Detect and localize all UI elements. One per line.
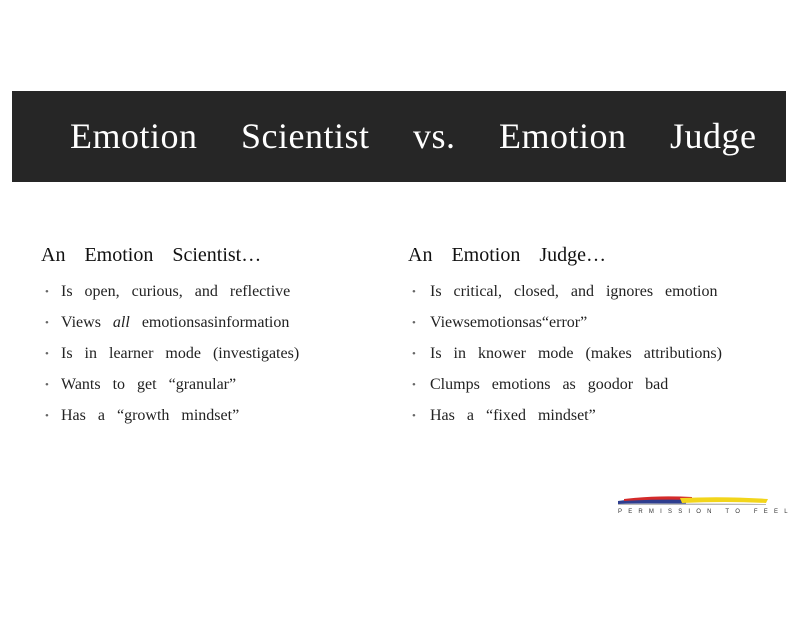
emotion-scientist-heading: An Emotion Scientist… <box>41 244 262 266</box>
list-item: • Is in learner mode (investigates) <box>41 343 299 374</box>
bullet-icon: • <box>412 348 416 360</box>
emotion-judge-list <box>408 281 722 436</box>
bullet-icon: • <box>45 379 49 391</box>
list-item: • Views all emotionsasinformation <box>41 312 299 343</box>
logo-yellow-stroke <box>680 497 768 503</box>
list-item: • Wants to get “granular” <box>41 374 299 405</box>
list-item: • Is open, curious, and reflective <box>41 281 299 312</box>
slide-title: Emotion Scientist vs. Emotion Judge <box>70 116 757 156</box>
list-item: • Has a “growth mindset” <box>41 405 299 436</box>
bullet-icon: • <box>412 286 416 298</box>
bullet-icon: • <box>45 410 49 422</box>
bullet-icon: • <box>45 286 49 298</box>
list-item: • Is critical, closed, and ignores emotion <box>408 281 722 312</box>
logo-gray-stroke <box>618 504 766 506</box>
list-item: • Clumps emotions as goodor bad <box>408 374 722 405</box>
title-bar <box>12 91 786 182</box>
emphasis-all: all <box>112 314 130 331</box>
list-item: • Viewsemotionsas“error” <box>408 312 722 343</box>
emotion-scientist-column <box>41 244 299 436</box>
emotion-judge-heading: An Emotion Judge… <box>408 244 606 266</box>
emotion-judge-column <box>408 244 722 436</box>
bullet-icon: • <box>45 348 49 360</box>
bullet-icon: • <box>412 379 416 391</box>
list-item: • Has a “fixed mindset” <box>408 405 722 436</box>
logo-text: PERMISSION TO FEEL <box>618 509 794 515</box>
bullet-icon: • <box>412 317 416 329</box>
bullet-icon: • <box>45 317 49 329</box>
bullet-icon: • <box>412 410 416 422</box>
list-item: • Is in knower mode (makes attributions) <box>408 343 722 374</box>
permission-to-feel-logo <box>616 495 770 519</box>
emotion-scientist-list <box>41 281 299 436</box>
